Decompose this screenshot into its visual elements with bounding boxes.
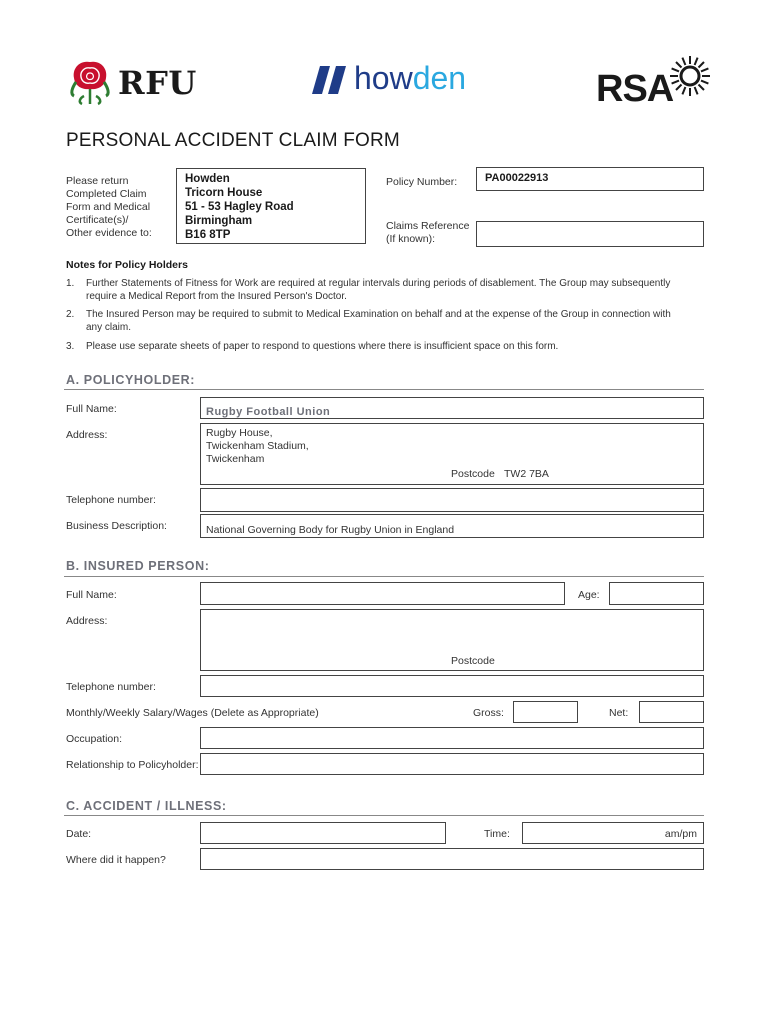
howden-slash-icon bbox=[312, 66, 348, 96]
insured-age-field[interactable] bbox=[609, 582, 704, 605]
howden-wordmark-how: how bbox=[354, 60, 413, 96]
return-address-box: Howden Tricorn House 51 - 53 Hagley Road Birmingham B16 8TP bbox=[176, 168, 366, 244]
accident-location-field[interactable] bbox=[200, 848, 704, 870]
policyholder-address-label: Address: bbox=[66, 429, 108, 441]
policyholder-postcode-label: Postcode bbox=[451, 468, 495, 480]
insured-name-field[interactable] bbox=[200, 582, 565, 605]
note-item: 2. The Insured Person may be required to submit to Medical Examination on behalf and at the expense of the Group in connection with any claim. bbox=[66, 309, 671, 333]
section-b-title: B. INSURED PERSON: bbox=[66, 559, 210, 573]
section-b-divider bbox=[64, 576, 704, 577]
section-a-title: A. POLICYHOLDER: bbox=[66, 373, 196, 387]
claims-reference-field[interactable] bbox=[476, 221, 704, 247]
relationship-label: Relationship to Policyholder: bbox=[66, 759, 199, 771]
policyholder-postcode-value: TW2 7BA bbox=[504, 468, 549, 480]
accident-location-label: Where did it happen? bbox=[66, 854, 166, 866]
ampm-label: am/pm bbox=[664, 828, 697, 840]
rsa-wordmark: RSA bbox=[596, 68, 674, 110]
gross-label: Gross: bbox=[473, 707, 504, 719]
insured-telephone-label: Telephone number: bbox=[66, 681, 156, 693]
section-c-title: C. ACCIDENT / ILLNESS: bbox=[66, 799, 227, 813]
relationship-field[interactable] bbox=[200, 753, 704, 775]
accident-time-label: Time: bbox=[484, 828, 510, 840]
gross-field[interactable] bbox=[513, 701, 578, 723]
rose-icon bbox=[66, 56, 114, 108]
occupation-field[interactable] bbox=[200, 727, 704, 749]
accident-date-field[interactable] bbox=[200, 822, 446, 844]
insured-address-field[interactable] bbox=[200, 609, 704, 671]
policyholder-name-label: Full Name: bbox=[66, 403, 117, 415]
section-a-divider bbox=[64, 389, 704, 390]
section-c-divider bbox=[64, 815, 704, 816]
policyholder-telephone-field[interactable] bbox=[200, 488, 704, 512]
insured-name-label: Full Name: bbox=[66, 589, 117, 601]
net-label: Net: bbox=[609, 707, 629, 719]
rfu-wordmark: RFU bbox=[118, 64, 197, 102]
policyholder-name-value: Rugby Football Union bbox=[206, 406, 331, 418]
note-item: 3. Please use separate sheets of paper to respond to questions where there is insufficient space on this form. bbox=[66, 341, 559, 352]
policy-number-label: Policy Number: bbox=[386, 176, 458, 188]
rsa-logo bbox=[596, 54, 716, 110]
net-field[interactable] bbox=[639, 701, 704, 723]
insured-address-label: Address: bbox=[66, 615, 108, 627]
insured-age-label: Age: bbox=[578, 589, 600, 601]
howden-logo bbox=[312, 60, 487, 100]
policy-number-value: PA00022913 bbox=[485, 172, 549, 184]
business-description-field[interactable] bbox=[200, 514, 704, 538]
business-description-value: National Governing Body for Rugby Union in England bbox=[206, 524, 455, 536]
claims-reference-label: Claims Reference (If known): bbox=[386, 220, 470, 245]
accident-time-field[interactable] bbox=[522, 822, 704, 844]
policyholder-address-field[interactable]: Rugby House, Twickenham Stadium, Twickenham Postcode TW2 7BA bbox=[200, 423, 704, 485]
policyholder-name-field[interactable] bbox=[200, 397, 704, 419]
policy-number-field[interactable] bbox=[476, 167, 704, 191]
howden-wordmark-den: den bbox=[412, 60, 467, 96]
return-instruction: Please return Completed Claim Form and Medical Certificate(s)/ Other evidence to: bbox=[66, 175, 152, 239]
policyholder-telephone-label: Telephone number: bbox=[66, 494, 156, 506]
notes-heading: Notes for Policy Holders bbox=[66, 259, 188, 271]
rsa-sun-icon bbox=[668, 54, 712, 98]
salary-label: Monthly/Weekly Salary/Wages (Delete as Appropriate) bbox=[66, 707, 319, 719]
accident-date-label: Date: bbox=[66, 828, 92, 840]
occupation-label: Occupation: bbox=[66, 733, 123, 745]
rfu-logo bbox=[66, 56, 201, 108]
page-title: PERSONAL ACCIDENT CLAIM FORM bbox=[66, 130, 400, 151]
insured-postcode-label: Postcode bbox=[451, 655, 495, 667]
note-item: 1. Further Statements of Fitness for Work are required at regular intervals during periods of disablement. The Group may subsequently require a Medical Report from the Insured Person's Doctor. bbox=[66, 278, 671, 302]
business-description-label: Business Description: bbox=[66, 520, 167, 532]
insured-telephone-field[interactable] bbox=[200, 675, 704, 697]
